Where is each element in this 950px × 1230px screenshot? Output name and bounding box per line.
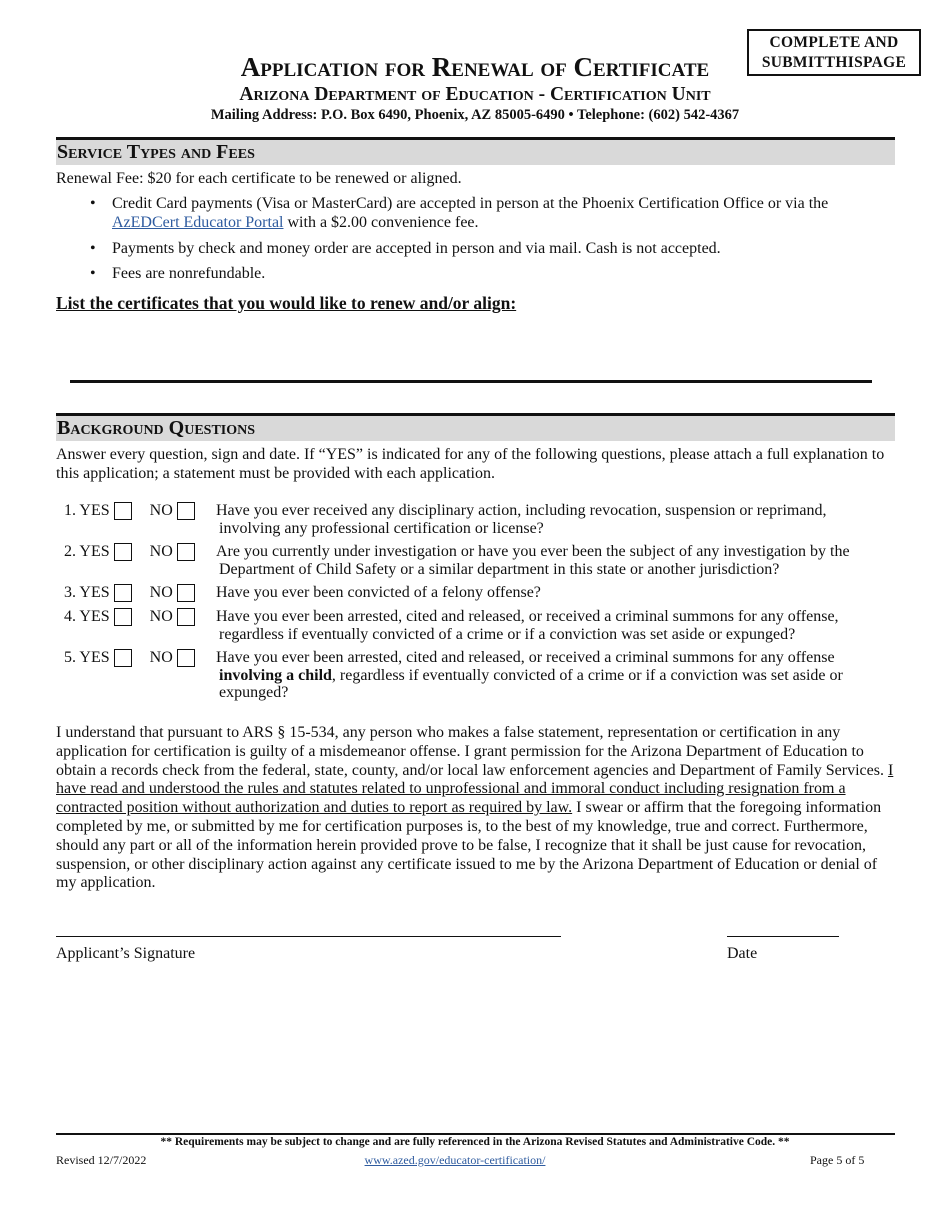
question-text-3 — [216, 584, 896, 602]
question-line-rest: , regardless if eventually convicted of a crime or if a conviction was set aside or — [331, 666, 843, 684]
page-subtitle: Arizona Department of Education - Certification Unit — [239, 84, 711, 105]
question-row-1 — [64, 502, 195, 520]
date-field[interactable] — [727, 900, 839, 936]
no-label: NO — [149, 584, 173, 601]
yes-label: YES — [79, 649, 110, 666]
question-row-3 — [64, 584, 195, 602]
yes-checkbox[interactable] — [114, 502, 132, 520]
bullet-icon: • — [90, 195, 96, 212]
yes-checkbox[interactable] — [114, 584, 132, 602]
no-checkbox[interactable] — [177, 502, 195, 520]
page-number: Page 5 of 5 — [810, 1153, 865, 1167]
question-number: 4. — [64, 608, 76, 625]
footer-requirements-note: ** Requirements may be subject to change and are fully referenced in the Arizona Revised Statutes and Administrative Code. ** — [160, 1136, 790, 1148]
question-number: 3. — [64, 584, 76, 601]
question-line: Have you ever been convicted of a felony offense? — [216, 584, 541, 601]
educator-certification-link[interactable]: www.azed.gov/educator-certification/ — [364, 1153, 546, 1167]
question-line: Are you currently under investigation or have you ever been the subject of any investigation by the — [216, 543, 850, 560]
date-line — [727, 936, 839, 937]
signature-line — [56, 936, 561, 937]
question-row-4 — [64, 608, 195, 626]
stamp-line-1: COMPLETE AND — [769, 34, 899, 51]
question-line: expunged? — [219, 684, 289, 701]
question-line: involving any professional certification or license? — [219, 519, 544, 537]
yes-checkbox[interactable] — [114, 608, 132, 626]
certificate-list-field[interactable] — [70, 318, 872, 380]
question-number: 1. — [64, 502, 76, 519]
section-heading-service-types: Service Types and Fees — [56, 137, 895, 165]
question-number: 5. — [64, 649, 76, 666]
statement-text: I understand that pursuant to ARS § 15-534, any person who makes a false statement, representation or certification in any application for certification is guilty of a misdemeanor offense. I grant permission for the Arizona Department of Education to obtain a records check from the federal, state, county, and/or local law enforcement agencies and Department of Family Services. — [56, 724, 888, 779]
yes-checkbox[interactable] — [114, 543, 132, 561]
page-title: Application for Renewal of Certificate — [240, 52, 710, 82]
bullet-nonrefundable: Fees are nonrefundable. — [112, 265, 266, 282]
bullet-icon: • — [90, 240, 96, 257]
question-row-5 — [64, 649, 195, 667]
section-heading-background-questions: Background Questions — [56, 413, 895, 441]
question-text-1 — [216, 502, 896, 537]
certificate-list-underline — [70, 380, 872, 383]
question-line — [216, 667, 896, 685]
bullet-credit-card — [112, 195, 892, 232]
yes-checkbox[interactable] — [114, 649, 132, 667]
bullet-icon: • — [90, 265, 96, 282]
question-number: 2. — [64, 543, 76, 560]
yes-label: YES — [79, 502, 110, 519]
azedcert-portal-link[interactable]: AzEDCert Educator Portal — [112, 213, 284, 231]
bullet-check-payments: Payments by check and money order are accepted in person and via mail. Cash is not accepted. — [112, 240, 721, 257]
question-line: Have you ever been arrested, cited and released, or received a criminal summons for any offense — [216, 649, 835, 666]
question-line: regardless if eventually convicted of a crime or if a conviction was set aside or expunged? — [219, 625, 796, 643]
yes-label: YES — [79, 608, 110, 625]
no-label: NO — [149, 502, 173, 519]
bullet-text: with a $2.00 convenience fee. — [283, 213, 479, 231]
revised-date: Revised 12/7/2022 — [56, 1153, 147, 1167]
certification-statement — [56, 724, 898, 893]
yes-label: YES — [79, 584, 110, 601]
footer-divider — [56, 1133, 895, 1135]
question-emphasis: involving a child — [219, 666, 332, 684]
no-checkbox[interactable] — [177, 584, 195, 602]
no-label: NO — [149, 543, 173, 560]
applicant-signature-field[interactable] — [56, 900, 561, 936]
no-checkbox[interactable] — [177, 649, 195, 667]
stamp-line-2: SUBMITTHISPAGE — [761, 54, 907, 71]
yes-label: YES — [79, 543, 110, 560]
question-text-4 — [216, 608, 896, 643]
question-row-2 — [64, 543, 195, 561]
certificate-list-heading: List the certificates that you would like to renew and/or align: — [56, 293, 517, 313]
footer-url-wrap — [0, 1152, 910, 1168]
no-checkbox[interactable] — [177, 543, 195, 561]
renewal-fee-text: Renewal Fee: $20 for each certificate to be renewed or aligned. — [56, 170, 462, 187]
date-label: Date — [727, 945, 758, 962]
question-line: Have you ever received any disciplinary action, including revocation, suspension or reprimand, — [216, 502, 827, 519]
question-text-5 — [216, 649, 896, 702]
statement-underlined: I have read and understood the rules and statutes related to unprofessional and immoral conduct including resignation from a contracted position without authorization and duties to report as required by law. — [56, 761, 894, 817]
no-label: NO — [149, 649, 173, 666]
applicant-signature-label: Applicant’s Signature — [56, 945, 196, 962]
statement-text: I swear or affirm that the foregoing information completed by me, or submitted by me for certification purposes is, to the best of my knowledge, true and correct. Furthermore, should any part or all of the information herein provided prove to be false, I recognize that it shall be just cause for revocation, suspension, or other disciplinary action against any certificate issued to me by the Arizona Department of Education or denial of my application. — [56, 799, 882, 892]
bullet-text: Credit Card payments (Visa or MasterCard) are accepted in person at the Phoenix Certification Office or via the — [112, 195, 829, 212]
no-checkbox[interactable] — [177, 608, 195, 626]
background-intro: Answer every question, sign and date. If “YES” is indicated for any of the following questions, please attach a full explanation to this application; a statement must be provided with each application. — [56, 446, 885, 482]
no-label: NO — [149, 608, 173, 625]
mailing-address: Mailing Address: P.O. Box 6490, Phoenix, AZ 85005-6490 • Telephone: (602) 542-4367 — [210, 107, 740, 123]
question-line: Department of Child Safety or a similar department in this state or another jurisdiction? — [219, 560, 780, 578]
question-text-2 — [216, 543, 896, 578]
question-line: Have you ever been arrested, cited and released, or received a criminal summons for any offense, — [216, 608, 839, 625]
